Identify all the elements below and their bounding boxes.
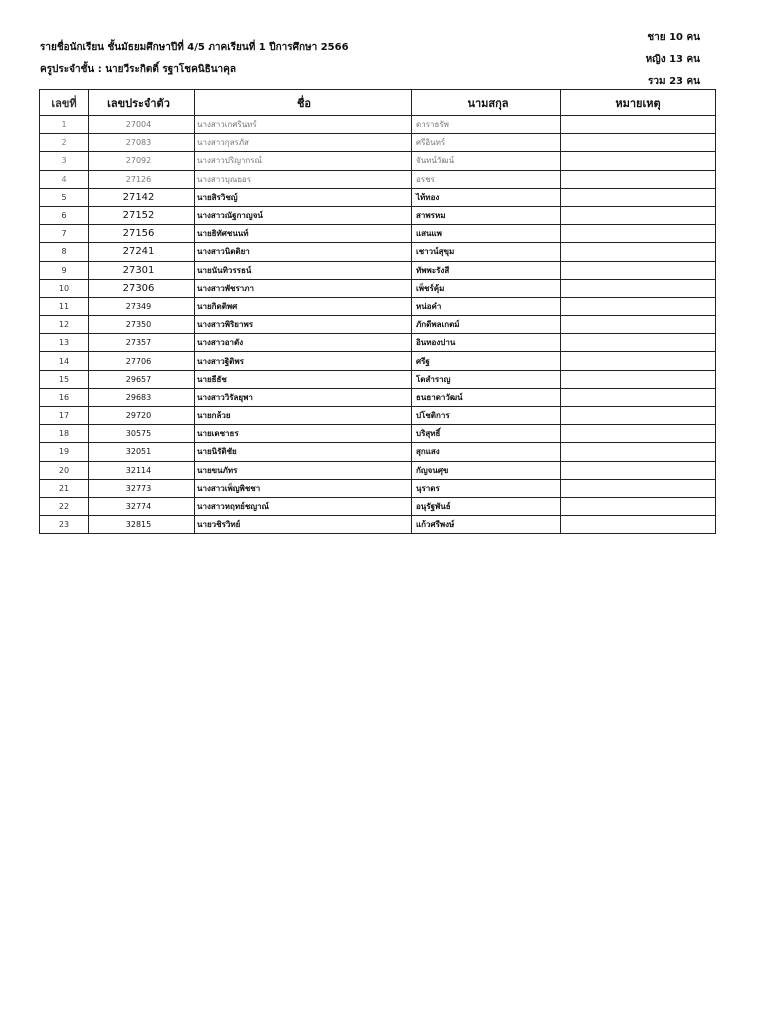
cell-surname: ธนธาดาวัฒน์ [412,388,561,406]
cell-number: 14 [40,352,89,370]
cell-name: นางสาวบุณยอร [195,170,412,188]
cell-number: 10 [40,279,89,297]
cell-remarks [561,443,716,461]
table-row [40,279,716,297]
cell-surname: ศรีฐ [412,352,561,370]
cell-name: นางสาวพิริยาพร [195,316,412,334]
cell-surname: ดาราธรัพ [412,116,561,134]
table-row [40,316,716,334]
cell-remarks [561,316,716,334]
cell-number: 2 [40,134,89,152]
cell-remarks [561,134,716,152]
cell-number: 1 [40,116,89,134]
cell-number: 6 [40,206,89,224]
cell-name: นายกล้วย [195,407,412,425]
cell-student-id: 27241 [89,243,195,261]
cell-remarks [561,388,716,406]
cell-student-id: 32815 [89,516,195,534]
cell-surname: อนุรัฐพันธ์ [412,497,561,515]
cell-remarks [561,425,716,443]
column-header-student-id: เลขประจำตัว [89,90,195,116]
cell-student-id: 30575 [89,425,195,443]
cell-number: 9 [40,261,89,279]
cell-surname: อรชร [412,170,561,188]
cell-remarks [561,497,716,515]
homeroom-teacher: ครูประจำชั้น : นายวีระกิตติ์ รฐาโชคนิธินาคุล [40,64,236,75]
table-row [40,334,716,352]
cell-name: นางสาวพัชราภา [195,279,412,297]
cell-name: นางสาวปริญากรณ์ [195,152,412,170]
table-row [40,370,716,388]
cell-student-id: 29720 [89,407,195,425]
cell-surname: สาพรหม [412,206,561,224]
cell-number: 3 [40,152,89,170]
table-row [40,407,716,425]
table-row [40,497,716,515]
table-row [40,170,716,188]
cell-remarks [561,297,716,315]
cell-surname: บริสุทธิ์ [412,425,561,443]
cell-name: นางสาวฐิติพร [195,352,412,370]
cell-surname: เพ็ชร์คุ้ม [412,279,561,297]
cell-remarks [561,170,716,188]
table-row [40,261,716,279]
cell-name: นายเดชาธร [195,425,412,443]
table-row [40,243,716,261]
cell-surname: สุกแสง [412,443,561,461]
cell-name: นางสาวเกศรินทร์ [195,116,412,134]
cell-remarks [561,479,716,497]
cell-number: 23 [40,516,89,534]
cell-student-id: 27706 [89,352,195,370]
cell-student-id: 27349 [89,297,195,315]
cell-student-id: 27083 [89,134,195,152]
cell-remarks [561,206,716,224]
cell-student-id: 27126 [89,170,195,188]
table-row [40,225,716,243]
cell-student-id: 27350 [89,316,195,334]
column-header-surname: นามสกุล [412,90,561,116]
cell-surname: หน่อคำ [412,297,561,315]
cell-student-id: 32051 [89,443,195,461]
cell-remarks [561,279,716,297]
cell-name: นางสาวหฤทย์ชญาณ์ [195,497,412,515]
cell-number: 13 [40,334,89,352]
female-count: หญิง 13 คน [645,54,700,65]
cell-surname: กัญจนศุข [412,461,561,479]
cell-number: 11 [40,297,89,315]
cell-number: 4 [40,170,89,188]
cell-name: นายวชิรวิทย์ [195,516,412,534]
column-header-name: ชื่อ [195,90,412,116]
table-row [40,134,716,152]
column-header-remarks: หมายเหตุ [561,90,716,116]
cell-remarks [561,116,716,134]
cell-student-id: 27306 [89,279,195,297]
cell-surname: ภักดีพลเกตม์ [412,316,561,334]
cell-student-id: 27142 [89,188,195,206]
cell-number: 5 [40,188,89,206]
cell-name: นางสาวนิตติยา [195,243,412,261]
cell-surname: แก้วศรีพงษ์ [412,516,561,534]
cell-name: นายนิรัติชัย [195,443,412,461]
cell-student-id: 32773 [89,479,195,497]
cell-number: 15 [40,370,89,388]
student-roster-table [39,89,716,534]
cell-surname: นุราดร [412,479,561,497]
cell-number: 16 [40,388,89,406]
cell-student-id: 27092 [89,152,195,170]
cell-number: 17 [40,407,89,425]
cell-surname: ปโชติการ [412,407,561,425]
table-row [40,297,716,315]
cell-student-id: 32114 [89,461,195,479]
cell-remarks [561,188,716,206]
cell-remarks [561,261,716,279]
cell-student-id: 27301 [89,261,195,279]
table-row [40,206,716,224]
cell-number: 7 [40,225,89,243]
cell-surname: ทัพพะรังสี [412,261,561,279]
cell-remarks [561,461,716,479]
total-count: รวม 23 คน [648,76,700,87]
cell-student-id: 32774 [89,497,195,515]
cell-number: 21 [40,479,89,497]
cell-remarks [561,352,716,370]
table-row [40,188,716,206]
cell-surname: โตสำราญ [412,370,561,388]
cell-number: 18 [40,425,89,443]
cell-student-id: 27152 [89,206,195,224]
cell-student-id: 29657 [89,370,195,388]
cell-remarks [561,334,716,352]
cell-surname: แสนแพ [412,225,561,243]
table-row [40,461,716,479]
table-row [40,116,716,134]
table-row [40,425,716,443]
cell-number: 19 [40,443,89,461]
table-row [40,443,716,461]
table-body [40,116,716,534]
cell-student-id: 27357 [89,334,195,352]
cell-name: นายขนภัทร [195,461,412,479]
cell-name: นายกิตติพศ [195,297,412,315]
cell-student-id: 29683 [89,388,195,406]
cell-name: นางสาวเพ็ญพิชชา [195,479,412,497]
cell-remarks [561,243,716,261]
cell-name: นางสาวอาตัง [195,334,412,352]
cell-remarks [561,152,716,170]
table-row [40,479,716,497]
table-row [40,516,716,534]
table-row [40,388,716,406]
cell-name: นางสาววิรัลยุพา [195,388,412,406]
cell-surname: จันทน์วัฒน์ [412,152,561,170]
cell-surname: อินทองปาน [412,334,561,352]
cell-number: 8 [40,243,89,261]
table-row [40,352,716,370]
column-header-number: เลขที่ [40,90,89,116]
cell-name: นายสิรวิชญ์ [195,188,412,206]
cell-remarks [561,516,716,534]
cell-student-id: 27004 [89,116,195,134]
table-header-row [40,90,716,116]
cell-student-id: 27156 [89,225,195,243]
cell-number: 12 [40,316,89,334]
cell-remarks [561,370,716,388]
cell-surname: ศรีอินทร์ [412,134,561,152]
cell-name: นางสาวกุลรภัส [195,134,412,152]
cell-name: นายนันทิวรรธน์ [195,261,412,279]
cell-surname: เชาวน์สุขุม [412,243,561,261]
cell-number: 20 [40,461,89,479]
page-title: รายชื่อนักเรียน ชั้นมัธยมศึกษาปีที่ 4/5 ภาคเรียนที่ 1 ปีการศึกษา 2566 [40,42,349,53]
cell-remarks [561,407,716,425]
cell-surname: ไท้ทอง [412,188,561,206]
cell-name: นายธีธัช [195,370,412,388]
cell-remarks [561,225,716,243]
cell-name: นางสาวณัฐกาญจน์ [195,206,412,224]
table-row [40,152,716,170]
cell-name: นายธิทัศชนนท์ [195,225,412,243]
male-count: ชาย 10 คน [647,32,700,43]
cell-number: 22 [40,497,89,515]
